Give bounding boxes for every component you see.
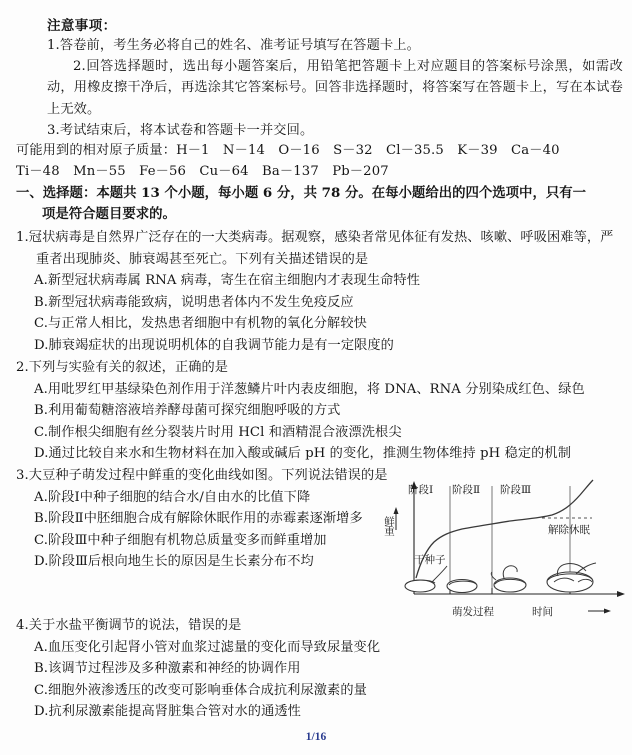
question-2-option-a[interactable]: A.用吡罗红甲基绿染色剂作用于洋葱鳞片叶内表皮细胞，将 DNA、RNA 分别染成红色、绿色 xyxy=(34,381,585,397)
question-3-option-b[interactable]: B.阶段Ⅱ中胚细胞合成有解除休眠作用的赤霉素逐渐增多 xyxy=(34,511,363,527)
notice-item-1: 1.答卷前，考生务必将自己的姓名、准考证号填写在答题卡上。 xyxy=(47,38,420,53)
figure-stage-label-3: 阶段Ⅲ xyxy=(500,484,532,496)
question-4-stem: 4.关于水盐平衡调节的说法，错误的是 xyxy=(16,618,242,633)
y-label-arrow-head xyxy=(394,507,399,514)
figure-dry-seed-label: 干种子 xyxy=(414,554,446,566)
question-1-option-a[interactable]: A.新型冠状病毒属 RNA 病毒，寄生在宿主细胞内才表现生命特性 xyxy=(34,273,420,289)
figure-annotation-dormancy: 解除休眠 xyxy=(548,524,590,536)
question-4-option-a[interactable]: A.血压变化引起肾小管对血浆过滤量的变化而导致尿量变化 xyxy=(34,639,381,655)
notice-item-2: 2.回答选择题时，选出每小题答案后，用铅笔把答题卡上对应题目的答案标号涂黑，如需改动，用橡皮擦干净后，再选涂其它答案标号。回答非选择题时，将答案写在答题卡上，写在本试卷上无效。 xyxy=(47,59,623,117)
question-2-option-c[interactable]: C.制作根尖细胞有丝分裂装片时用 HCl 和酒精混合液漂洗根尖 xyxy=(34,424,402,440)
atomic-mass-prefix: 可能用到的相对原子质量： xyxy=(16,143,177,158)
question-2-stem: 2.下列与实验有关的叙述，正确的是 xyxy=(16,360,229,375)
question-1-option-c[interactable]: C.与正常人相比，发热患者细胞中有机物的氧化分解较快 xyxy=(34,316,367,332)
atomic-mass-block xyxy=(16,140,624,183)
question-1 xyxy=(16,227,624,357)
figure-stage-label-1: 阶段Ⅰ xyxy=(408,484,434,496)
question-4 xyxy=(16,615,624,723)
x-axis-arrow xyxy=(617,591,625,597)
atomic-mass-values-2: Ti－48 Mn－55 Fe－56 Cu－64 Ba－137 Pb－207 xyxy=(16,164,389,180)
question-4-option-d[interactable]: D.抗利尿激素能提高肾脏集合管对水的通透性 xyxy=(34,704,301,720)
question-3-option-c[interactable]: C.阶段Ⅲ中种子细胞有机物总质量变多而鲜重增加 xyxy=(34,532,327,548)
atomic-mass-line-1 xyxy=(16,143,560,158)
section-heading-line-1: 一、选择题：本题共 13 个小题，每小题 6 分，共 78 分。在每小题给出的四个选项中，只有一 xyxy=(16,185,587,201)
notice-title: 注意事项： xyxy=(47,18,117,34)
figure-x-axis-label: 时间 xyxy=(532,606,553,618)
question-1-stem: 1.冠状病毒是自然界广泛存在的一大类病毒。据观察，感染者常见体征有发热、咳嗽、呼吸困难等，严重者出现肺炎、肺衰竭甚至死亡。下列有关描述错误的是 xyxy=(16,230,614,267)
seed-icon-seedling xyxy=(547,563,596,592)
seed-icon-dry xyxy=(405,566,447,592)
section-heading-line-2: 项是符合题目要求的。 xyxy=(42,206,176,223)
question-2-option-d[interactable]: D.通过比较自来水和生物材料在加入酸或碱后 pH 的变化，推测生物体维持 pH 稳定的机制 xyxy=(34,446,572,462)
figure-x-axis-caption: 萌发过程 xyxy=(452,606,494,618)
figure-stage-label-2: 阶段Ⅱ xyxy=(452,484,481,496)
seed-icon-radicle xyxy=(491,566,526,592)
germination-curve-figure xyxy=(383,478,632,620)
question-3-option-a[interactable]: A.阶段Ⅰ中种子细胞的结合水/自由水的比值下降 xyxy=(34,489,311,505)
section-heading xyxy=(16,183,624,226)
page-number: 1/16 xyxy=(305,731,327,743)
germination-curve-svg xyxy=(392,478,632,620)
question-3-stem: 3.大豆种子萌发过程中鲜重的变化曲线如图。下列说法错误的是 xyxy=(16,468,388,483)
question-1-option-b[interactable]: B.新型冠状病毒能致病，说明患者体内不发生免疫反应 xyxy=(34,294,354,310)
question-2 xyxy=(16,357,624,465)
question-4-option-b[interactable]: B.该调节过程涉及多种激素和神经的协调作用 xyxy=(34,661,301,677)
notice-item-3: 3.考试结束后，将本试卷和答题卡一并交回。 xyxy=(47,123,314,138)
question-3 xyxy=(16,465,396,573)
question-3-option-d[interactable]: D.阶段Ⅲ后根向地生长的原因是生长素分布不均 xyxy=(34,554,314,570)
seed-icon-imbibed xyxy=(447,580,477,593)
figure-y-axis-label: 鲜重 xyxy=(383,516,395,535)
atomic-mass-values-1: H－1 N－14 O－16 S－32 Cl－35.5 K－39 Ca－40 xyxy=(176,143,560,158)
question-2-option-b[interactable]: B.利用葡萄糖溶液培养酵母菌可探究细胞呼吸的方式 xyxy=(34,403,341,419)
question-4-option-c[interactable]: C.细胞外液渗透压的改变可影响垂体合成抗利尿激素的量 xyxy=(34,682,367,698)
x-label-arrow-head xyxy=(604,609,611,614)
question-1-option-d[interactable]: D.肺衰竭症状的出现说明机体的自我调节能力是有一定限度的 xyxy=(34,337,394,353)
